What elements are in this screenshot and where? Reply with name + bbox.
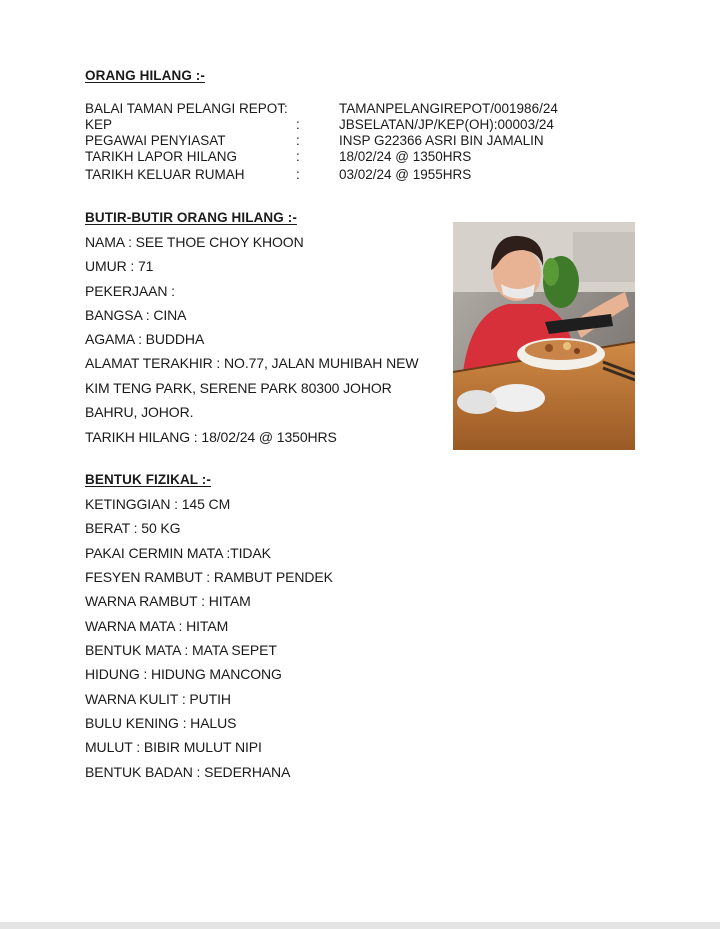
detail-alamat-3: BAHRU, JOHOR. [85, 404, 194, 420]
physical-bulu-kening: BULU KENING : HALUS [85, 715, 237, 731]
physical-mulut: MULUT : BIBIR MULUT NIPI [85, 739, 262, 755]
physical-heading: BENTUK FIZIKAL :- [85, 472, 211, 487]
detail-alamat-2: KIM TENG PARK, SERENE PARK 80300 JOHOR [85, 380, 392, 396]
physical-warna-mata: WARNA MATA : HITAM [85, 618, 229, 634]
report-value: JBSELATAN/JP/KEP(OH):00003/24 [339, 117, 554, 132]
report-label: TARIKH LAPOR HILANG [85, 149, 238, 164]
detail-nama: NAMA : SEE THOE CHOY KHOON [85, 234, 304, 250]
report-label: TARIKH KELUAR RUMAH [85, 167, 245, 182]
report-separator: : [296, 117, 300, 132]
detail-pekerjaan: PEKERJAAN : [85, 283, 175, 299]
physical-hidung: HIDUNG : HIDUNG MANCONG [85, 666, 282, 682]
report-value: INSP G22366 ASRI BIN JAMALIN [339, 133, 544, 148]
physical-bentuk-badan: BENTUK BADAN : SEDERHANA [85, 764, 291, 780]
report-label: PEGAWAI PENYIASAT [85, 133, 226, 148]
physical-cermin-mata: PAKAI CERMIN MATA :TIDAK [85, 545, 271, 561]
report-value: 18/02/24 @ 1350HRS [339, 149, 472, 164]
detail-agama: AGAMA : BUDDHA [85, 331, 205, 347]
page-bottom-edge [0, 922, 720, 929]
report-separator: : [296, 133, 300, 148]
details-heading: BUTIR-BUTIR ORANG HILANG :- [85, 210, 297, 225]
report-label: KEP [85, 117, 113, 132]
report-separator: : [296, 149, 300, 164]
physical-fesyen-rambut: FESYEN RAMBUT : RAMBUT PENDEK [85, 569, 333, 585]
report-label: BALAI TAMAN PELANGI REPOT: [85, 101, 288, 116]
detail-tarikh-hilang: TARIKH HILANG : 18/02/24 @ 1350HRS [85, 429, 337, 445]
detail-bangsa: BANGSA : CINA [85, 307, 187, 323]
physical-berat: BERAT : 50 KG [85, 520, 181, 536]
physical-bentuk-mata: BENTUK MATA : MATA SEPET [85, 642, 277, 658]
report-value: TAMANPELANGIREPOT/001986/24 [339, 101, 558, 116]
physical-warna-rambut: WARNA RAMBUT : HITAM [85, 593, 251, 609]
missing-person-photo [453, 222, 635, 450]
report-heading: ORANG HILANG :- [85, 68, 205, 83]
report-separator: : [296, 167, 300, 182]
detail-alamat: ALAMAT TERAKHIR : NO.77, JALAN MUHIBAH NEW [85, 355, 419, 371]
physical-ketinggian: KETINGGIAN : 145 CM [85, 496, 231, 512]
report-value: 03/02/24 @ 1955HRS [339, 167, 472, 182]
detail-umur: UMUR : 71 [85, 258, 154, 274]
physical-warna-kulit: WARNA KULIT : PUTIH [85, 691, 231, 707]
